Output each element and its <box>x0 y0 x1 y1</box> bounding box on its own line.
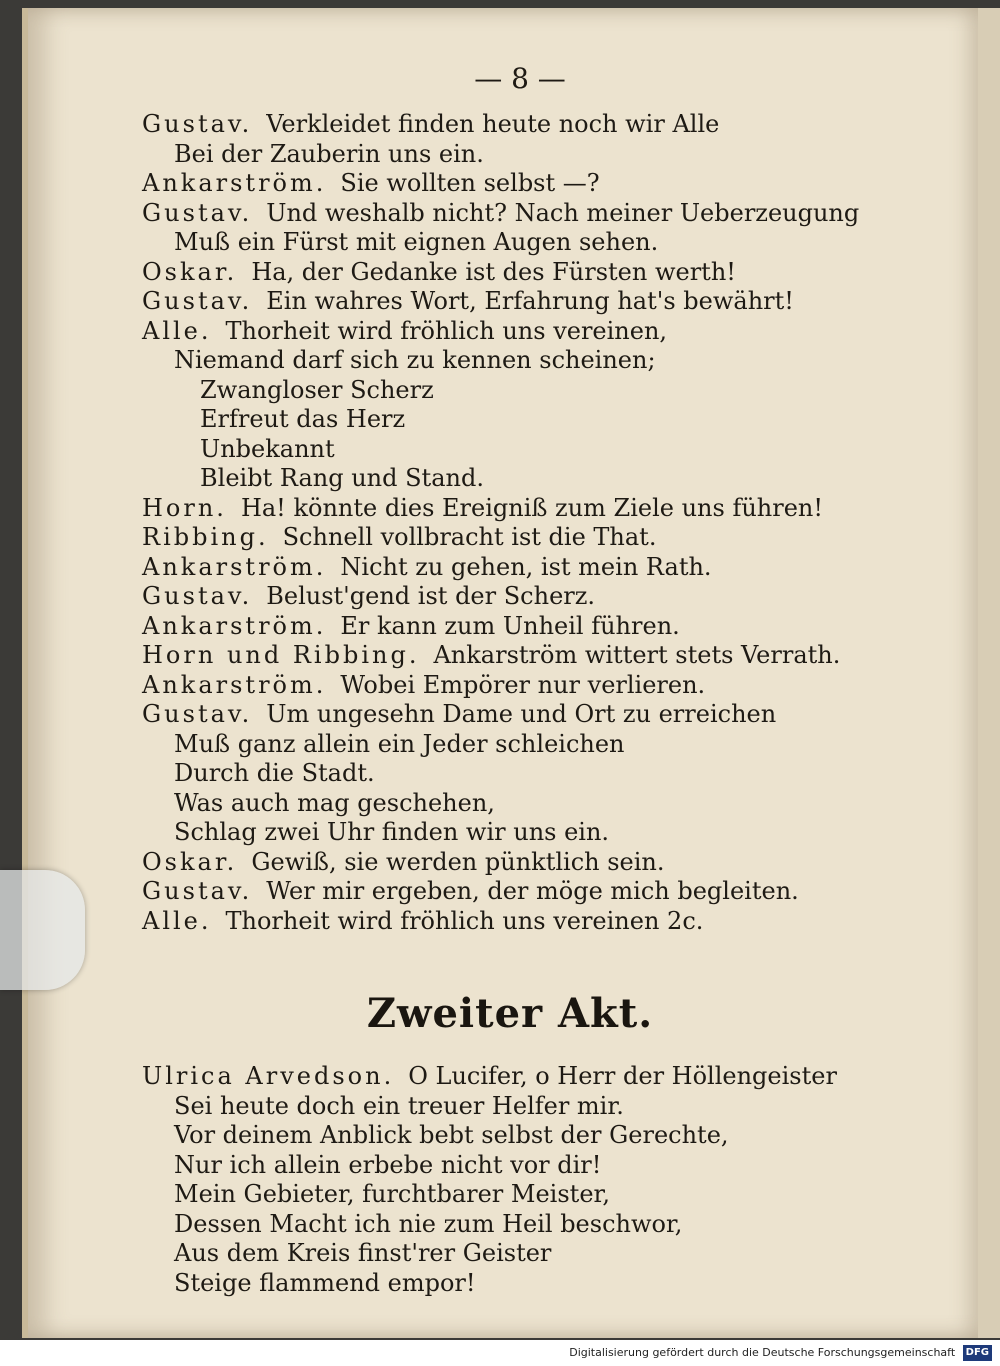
speaker-name: Alle. <box>142 316 212 345</box>
line-text: Niemand darf sich zu kennen scheinen; <box>174 346 656 374</box>
speaker-name: Oskar. <box>142 847 238 876</box>
footer-text: Digitalisierung gefördert durch die Deutsche Forschungsgemeinschaft <box>569 1346 956 1359</box>
line-text: Bleibt Rang und Stand. <box>200 464 484 492</box>
line-text: Wer mir ergeben, der möge mich begleiten. <box>266 877 799 905</box>
text-line <box>142 759 922 789</box>
line-text: Schlag zwei Uhr finden wir uns ein. <box>174 818 610 846</box>
line-text: Belust'gend ist der Scherz. <box>266 582 596 610</box>
text-line <box>142 1180 922 1210</box>
text-line <box>142 671 922 701</box>
speaker-name: Alle. <box>142 906 212 935</box>
speaker-name: Gustav. <box>142 877 253 905</box>
line-text: Steige flammend empor! <box>174 1268 476 1297</box>
text-line <box>142 1092 922 1122</box>
text-line <box>142 789 922 819</box>
line-text: Ha, der Gedanke ist des Fürsten werth! <box>251 257 736 286</box>
text-line <box>142 848 922 878</box>
text-line <box>142 228 922 258</box>
text-line <box>142 582 922 612</box>
text-line <box>142 877 922 907</box>
text-line <box>142 1239 922 1269</box>
text-line <box>142 818 922 848</box>
speaker-name: Ankarström. <box>142 670 327 699</box>
line-text: Nicht zu gehen, ist mein Rath. <box>340 552 712 581</box>
dialogue-text <box>142 110 922 936</box>
line-text: Muß ganz allein ein Jeder schleichen <box>174 729 625 758</box>
text-line <box>142 405 922 435</box>
line-text: Ein wahres Wort, Erfahrung hat's bewährt! <box>266 287 794 315</box>
line-text: Aus dem Kreis finst'rer Geister <box>174 1239 552 1267</box>
dfg-logo: DFG <box>963 1345 992 1361</box>
speaker-name: Gustav. <box>142 287 253 315</box>
text-line <box>142 1151 922 1181</box>
digitization-footer <box>0 1340 1000 1366</box>
line-text: Was auch mag geschehen, <box>174 788 495 817</box>
line-text: Vor deinem Anblick bebt selbst der Gerechte, <box>174 1121 729 1149</box>
speaker-name: Ankarström. <box>142 611 327 640</box>
line-text: Ha! könnte dies Ereigniß zum Ziele uns führen! <box>240 493 824 522</box>
speaker-name: Horn. <box>142 493 227 522</box>
speaker-name: Horn und Ribbing. <box>142 641 420 669</box>
text-line <box>142 435 922 465</box>
page-number: — 8 — <box>474 62 566 95</box>
line-text: Dessen Macht ich nie zum Heil beschwor, <box>174 1209 683 1238</box>
line-text: Zwangloser Scherz <box>200 375 434 404</box>
act-dialogue-text <box>142 1062 922 1298</box>
text-line <box>142 317 922 347</box>
text-line <box>142 1269 922 1299</box>
speaker-name: Ribbing. <box>142 523 269 551</box>
text-line <box>142 553 922 583</box>
text-line <box>142 730 922 760</box>
line-text: Sie wollten selbst —? <box>340 169 600 197</box>
line-text: Bei der Zauberin uns ein. <box>174 139 484 168</box>
text-line <box>142 907 922 937</box>
text-line <box>142 464 922 494</box>
line-text: Gewiß, sie werden pünktlich sein. <box>251 847 665 876</box>
line-text: Thorheit wird fröhlich uns vereinen, <box>225 316 668 345</box>
text-line <box>142 641 922 671</box>
speaker-name: Oskar. <box>142 257 238 286</box>
line-text: Wobei Empörer nur verlieren. <box>340 670 706 699</box>
line-text: Und weshalb nicht? Nach meiner Ueberzeugung <box>266 198 860 227</box>
line-text: O Lucifer, o Herr der Höllengeister <box>408 1062 837 1090</box>
text-line <box>142 1062 922 1092</box>
text-line <box>142 258 922 288</box>
line-text: Erfreut das Herz <box>200 405 406 433</box>
line-text: Schnell vollbracht ist die That. <box>282 523 657 551</box>
line-text: Verkleidet finden heute noch wir Alle <box>266 110 720 138</box>
line-text: Muß ein Fürst mit eignen Augen sehen. <box>174 228 659 256</box>
line-text: Mein Gebieter, furchtbarer Meister, <box>174 1180 610 1208</box>
line-text: Er kann zum Unheil führen. <box>340 611 680 640</box>
speaker-name: Ulrica Arvedson. <box>142 1062 395 1090</box>
text-line <box>142 346 922 376</box>
speaker-name: Gustav. <box>142 700 253 728</box>
speaker-name: Ankarström. <box>142 169 327 197</box>
text-line <box>142 169 922 199</box>
text-line <box>142 287 922 317</box>
speaker-name: Gustav. <box>142 198 253 227</box>
text-line <box>142 376 922 406</box>
line-text: Unbekannt <box>200 434 335 463</box>
speaker-name: Gustav. <box>142 110 253 138</box>
page-clip <box>0 870 85 990</box>
line-text: Um ungesehn Dame und Ort zu erreichen <box>266 700 777 728</box>
speaker-name: Ankarström. <box>142 552 327 581</box>
text-line <box>142 494 922 524</box>
line-text: Ankarström wittert stets Verrath. <box>433 641 841 669</box>
text-line <box>142 612 922 642</box>
line-text: Nur ich allein erbebe nicht vor dir! <box>174 1150 602 1179</box>
line-text: Thorheit wird fröhlich uns vereinen 2c. <box>225 906 704 935</box>
text-line <box>142 700 922 730</box>
text-line <box>142 199 922 229</box>
text-line <box>142 1210 922 1240</box>
text-line <box>142 523 922 553</box>
line-text: Sei heute doch ein treuer Helfer mir. <box>174 1091 624 1120</box>
text-line <box>142 1121 922 1151</box>
speaker-name: Gustav. <box>142 582 253 610</box>
text-line <box>142 110 922 140</box>
text-line <box>142 140 922 170</box>
line-text: Durch die Stadt. <box>174 759 375 787</box>
act-heading: Zweiter Akt. <box>366 990 654 1037</box>
